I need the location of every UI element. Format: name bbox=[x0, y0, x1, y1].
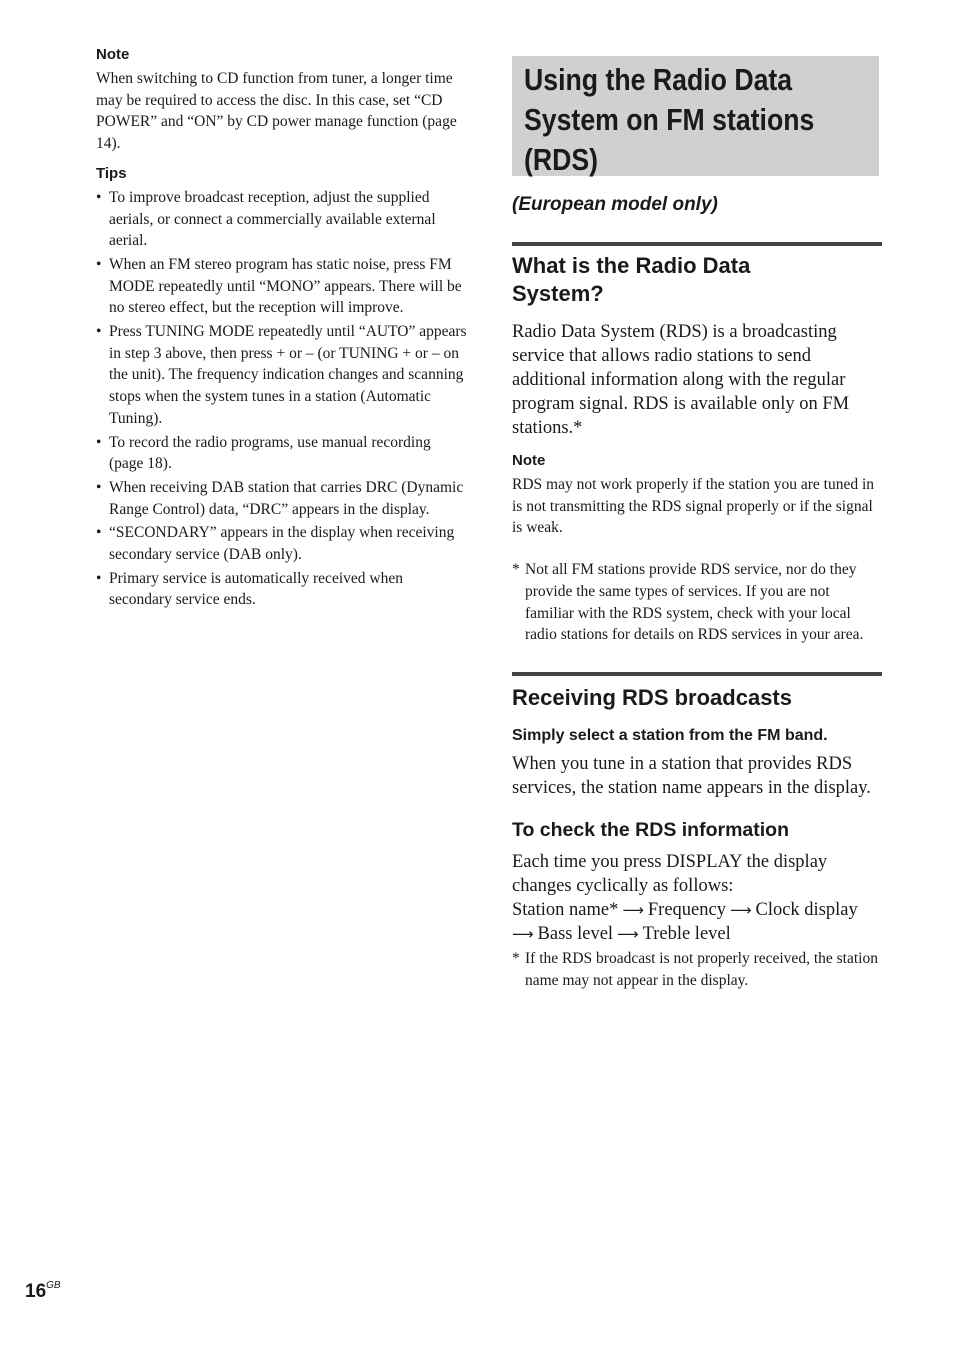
left-column bbox=[96, 46, 468, 613]
bullet-icon: • bbox=[96, 255, 102, 273]
receiving-rds-subheading: Simply select a station from the FM band. bbox=[512, 726, 828, 744]
note-heading: Note bbox=[96, 46, 130, 63]
display-cycle: Station name* ⟶ Frequency ⟶ Clock display ⟶ Bass level ⟶ Treble level bbox=[512, 899, 858, 944]
asterisk: * bbox=[512, 561, 520, 579]
chapter-title-box bbox=[512, 56, 879, 176]
what-is-rds-heading: What is the Radio Data System? bbox=[512, 253, 751, 306]
bullet-icon: • bbox=[96, 188, 102, 206]
tip-item: • When receiving DAB station that carries DRC (Dynamic Range Control) data, “DRC” appears in the display. bbox=[96, 478, 464, 518]
tip-item: • When an FM stereo program has static noise, press FM MODE repeatedly until “MONO” appears. There will be no stereo effect, but the reception will improve. bbox=[96, 255, 462, 317]
tips-list bbox=[96, 187, 468, 611]
tip-item: • To improve broadcast reception, adjust the supplied aerials, or connect a commercially available external aerial. bbox=[96, 188, 436, 250]
bullet-icon: • bbox=[96, 433, 102, 451]
tip-item: • To record the radio programs, use manual recording (page 18). bbox=[96, 433, 431, 473]
receiving-rds-section bbox=[512, 672, 882, 991]
tip-item: • “SECONDARY” appears in the display when receiving secondary service (DAB only). bbox=[96, 524, 455, 564]
arrow-right-icon: ⟶ bbox=[729, 900, 752, 919]
bullet-icon: • bbox=[96, 569, 102, 587]
page-suffix: GB bbox=[46, 1280, 61, 1291]
bullet-icon: • bbox=[96, 524, 102, 542]
rds-note-heading: Note bbox=[512, 452, 546, 469]
arrow-right-icon: ⟶ bbox=[617, 924, 639, 943]
right-column bbox=[512, 56, 882, 991]
check-rds-text: Each time you press DISPLAY the display changes cyclically as follows: bbox=[512, 851, 828, 896]
check-rds-heading: To check the RDS information bbox=[512, 818, 789, 841]
receiving-rds-text: When you tune in a station that provides RDS services, the station name appears in the display. bbox=[512, 753, 871, 798]
page-number: $16^{GB}$ bbox=[25, 1280, 61, 1302]
tips-heading: Tips bbox=[96, 164, 127, 182]
what-is-rds-text: Radio Data System (RDS) is a broadcasting service that allows radio stations to send additional information along with the regular program signal. RDS is available only on FM stations.* bbox=[512, 322, 850, 438]
footnote: * Not all FM stations provide RDS service, nor do they provide the same types of services. If you are not familiar with the RDS system, check with your local radio stations for details on RDS services in your area. bbox=[512, 561, 864, 644]
bullet-icon: • bbox=[96, 478, 102, 496]
subtitle: (European model only) bbox=[512, 194, 718, 215]
arrow-right-icon: ⟶ bbox=[622, 900, 644, 919]
bullet-icon: • bbox=[96, 323, 102, 341]
footnote: * If the RDS broadcast is not properly received, the station name may not appear in the display. bbox=[512, 949, 878, 989]
chapter-title: Using the Radio Data System on FM stations (RDS) bbox=[524, 62, 815, 177]
note-text: When switching to CD function from tuner, a longer time may be required to access the disc. In this case, set “CD POWER” and “ON” by CD power manage function (page 14). bbox=[96, 70, 457, 153]
tip-item: • Primary service is automatically received when secondary service ends. bbox=[96, 569, 403, 609]
rds-note-text: RDS may not work properly if the station you are tuned in is not transmitting the RDS signal properly or if the signal is weak. bbox=[512, 476, 875, 537]
arrow-right-icon: ⟶ bbox=[512, 924, 534, 943]
what-is-rds-section bbox=[512, 242, 882, 646]
receiving-rds-heading: Receiving RDS broadcasts bbox=[512, 684, 792, 710]
tip-item: • Press TUNING MODE repeatedly until “AUTO” appears in step 3 above, then press + or – (or TUNING + or – on the unit). The frequency indication changes and scanning stops when the system tunes in a station (Automatic Tuning). bbox=[96, 323, 467, 427]
asterisk: * bbox=[512, 949, 520, 967]
